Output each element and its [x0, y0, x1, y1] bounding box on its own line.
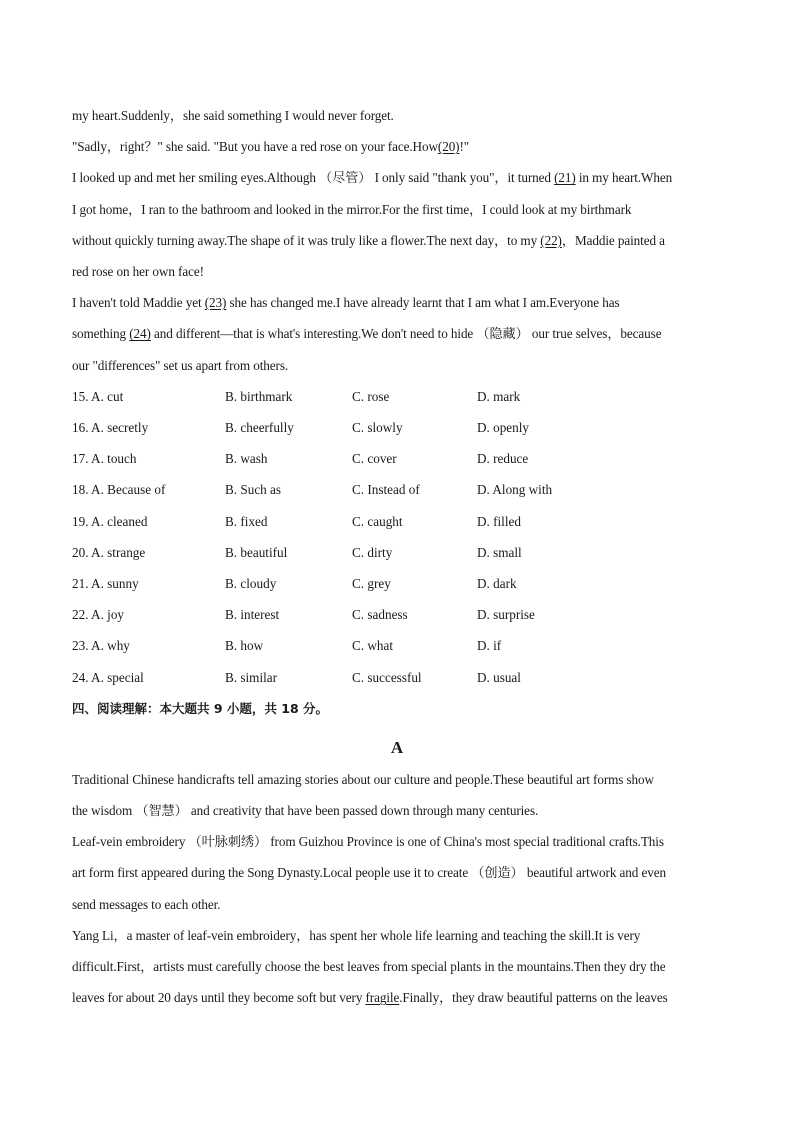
option-choice: B. cheerfully	[225, 420, 294, 436]
text-line: art form first appeared during the Song Dynasty.Local people use it to create （创造） beautiful artwork and even	[72, 865, 666, 881]
underlined-blank: (23)	[204, 295, 227, 311]
option-choice: C. caught	[352, 513, 403, 529]
option-choice: B. wash	[225, 451, 268, 467]
option-row	[72, 474, 722, 505]
option-choice: D. if	[477, 638, 502, 654]
option-row	[72, 599, 722, 630]
option-row	[72, 412, 722, 443]
option-choice: C. rose	[352, 388, 390, 404]
option-row	[72, 506, 722, 537]
option-choice: 16. A. secretly	[72, 420, 149, 436]
text-line: Leaf-vein embroidery （叶脉刺绣） from Guizhou Province is one of China's most special traditional crafts.This	[72, 834, 664, 850]
option-row	[72, 630, 722, 661]
text-line: I haven't told Maddie yet (23) she has changed me.I have already learnt that I am what I am.Everyone has	[72, 295, 620, 311]
option-choice: 19. A. cleaned	[72, 513, 148, 529]
option-choice: D. dark	[477, 575, 517, 591]
underlined-blank: (22)	[540, 232, 562, 248]
option-choice: D. small	[477, 544, 522, 560]
option-choice: 23. A. why	[72, 638, 130, 654]
text-line: the wisdom （智慧） and creativity that have been passed down through many centuries.	[72, 802, 539, 818]
option-row	[72, 537, 722, 568]
option-choice: C. grey	[352, 575, 391, 591]
option-row	[72, 381, 722, 412]
option-choice: D. openly	[477, 420, 530, 436]
option-choice: B. Such as	[225, 482, 282, 498]
underlined-blank: (24)	[129, 326, 151, 342]
section-heading: 四、阅读理解：本大题共 9 小题，共 18 分。	[72, 700, 329, 716]
option-choice: C. cover	[352, 451, 397, 467]
passage-continuation	[72, 100, 722, 381]
option-choice: 18. A. Because of	[72, 482, 166, 498]
text-line: Traditional Chinese handicrafts tell amazing stories about our culture and people.These beautiful art forms show	[72, 771, 654, 787]
underlined-blank: (21)	[554, 170, 576, 186]
text-line: "Sadly，right？" she said. "But you have a red rose on your face.How(20)!"	[72, 139, 470, 155]
option-choice: B. fixed	[225, 513, 268, 529]
option-row	[72, 568, 722, 599]
passage-a	[72, 764, 722, 1014]
text-line: without quickly turning away.The shape of it was truly like a flower.The next day，to my (22)，Maddie painted a	[72, 232, 665, 248]
text-line: I got home，I ran to the bathroom and looked in the mirror.For the first time，I could look at my birthmark	[72, 201, 632, 217]
option-choice: C. successful	[352, 669, 422, 685]
option-row	[72, 443, 722, 474]
text-line: leaves for about 20 days until they become soft but very fragile.Finally，they draw beautiful patterns on the leaves	[72, 990, 668, 1006]
option-choice: B. interest	[225, 607, 280, 623]
text-line: difficult.First，artists must carefully choose the best leaves from special plants in the mountains.Then they dry the	[72, 958, 666, 974]
option-choice: B. how	[225, 638, 264, 654]
document-page	[72, 100, 722, 1013]
text-line: send messages to each other.	[72, 896, 221, 912]
passage-title: A	[390, 737, 404, 757]
option-choice: D. usual	[477, 669, 521, 685]
option-choice: D. filled	[477, 513, 521, 529]
text-line: something (24) and different—that is what's interesting.We don't need to hide （隐藏） our true selves，because	[72, 326, 662, 342]
option-choice: B. similar	[225, 669, 278, 685]
option-choice: D. Along with	[477, 482, 553, 498]
option-choice: C. what	[352, 638, 394, 654]
option-row	[72, 662, 722, 693]
option-choice: D. mark	[477, 388, 521, 404]
option-choice: B. beautiful	[225, 544, 288, 560]
option-choice: C. Instead of	[352, 482, 420, 498]
text-line: red rose on her own face!	[72, 264, 204, 280]
option-choice: 22. A. joy	[72, 607, 125, 623]
text-line: I looked up and met her smiling eyes.Although （尽管） I only said "thank you"，it turned (21) in my heart.When	[72, 170, 673, 186]
option-choice: 17. A. touch	[72, 451, 137, 467]
option-choice: 24. A. special	[72, 669, 144, 685]
text-line: Yang Li，a master of leaf-vein embroidery，has spent her whole life learning and teaching the skill.It is very	[72, 927, 641, 943]
option-choice: D. surprise	[477, 607, 535, 623]
underlined-blank: (20)	[437, 139, 460, 155]
answer-options	[72, 381, 722, 693]
underlined-blank: fragile	[365, 990, 400, 1006]
option-choice: C. sadness	[352, 607, 408, 623]
option-choice: 15. A. cut	[72, 388, 124, 404]
option-choice: B. birthmark	[225, 388, 293, 404]
option-choice: D. reduce	[477, 451, 529, 467]
option-choice: 21. A. sunny	[72, 575, 139, 591]
option-choice: C. slowly	[352, 420, 403, 436]
text-line: my heart.Suddenly，she said something I would never forget.	[72, 108, 394, 123]
option-choice: 20. A. strange	[72, 544, 146, 560]
text-line: our "differences" set us apart from others.	[72, 357, 289, 373]
option-choice: C. dirty	[352, 544, 393, 560]
option-choice: B. cloudy	[225, 575, 277, 591]
